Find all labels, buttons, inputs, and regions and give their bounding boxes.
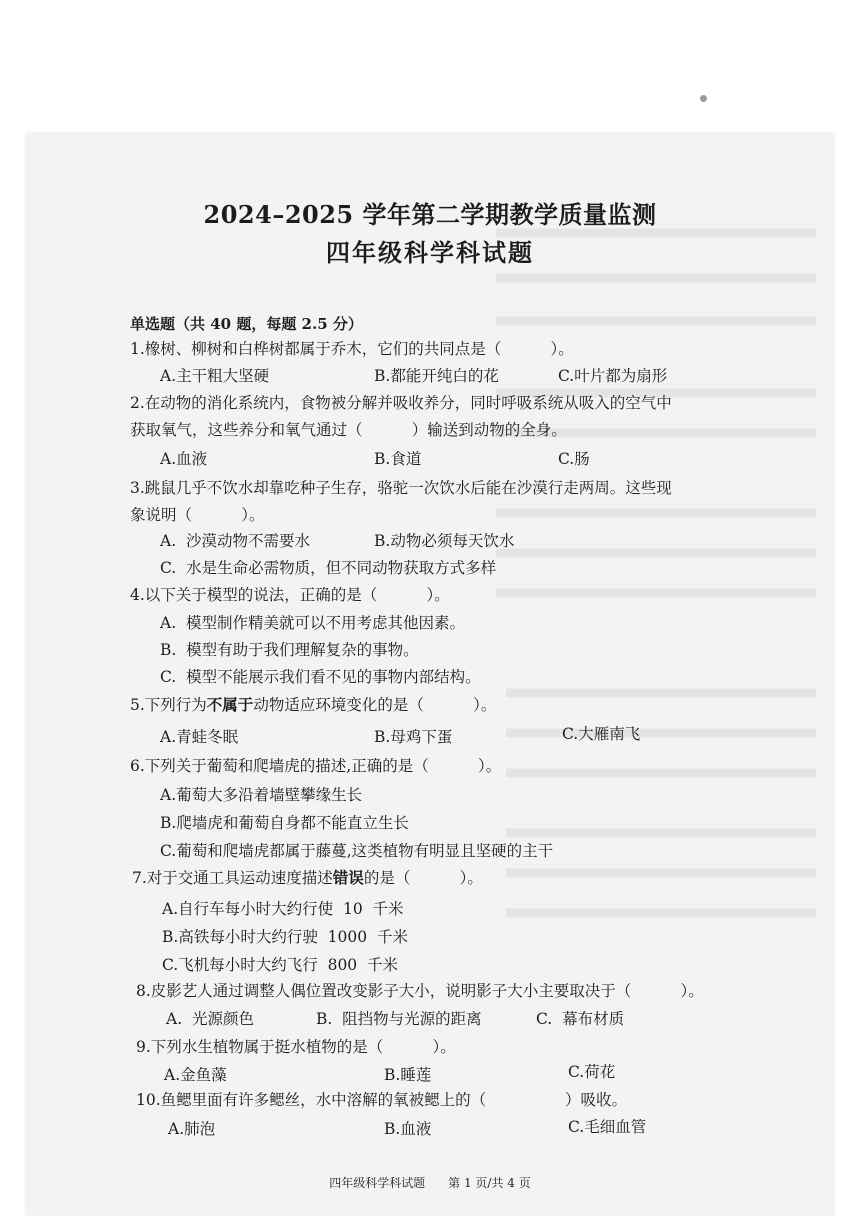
- question-7-stem-prefix: 7.对于交通工具运动速度描述: [132, 869, 333, 887]
- question-10-option-b: B.血液: [384, 1120, 432, 1138]
- question-7-stem-suffix: 的是（ ）。: [363, 869, 483, 887]
- exam-subtitle: 四年级科学科试题: [326, 238, 534, 267]
- question-4-option-a: A. 模型制作精美就可以不用考虑其他因素。: [160, 614, 465, 632]
- question-7-option-c: C.飞机每小时大约飞行 800 千米: [162, 956, 399, 974]
- question-5-option-a: A.青蛙冬眠: [160, 728, 239, 746]
- question-9-option-b: B.睡莲: [384, 1066, 432, 1084]
- question-6-option-a: A.葡萄大多沿着墙壁攀缘生长: [160, 786, 363, 804]
- exam-title: 2024–2025 学年第二学期教学质量监测: [203, 200, 657, 229]
- page-footer: 四年级科学科试题 第 1 页/共 4 页: [329, 1176, 531, 1190]
- question-1-stem: 1.橡树、柳树和白桦树都属于乔木，它们的共同点是（ ）。: [130, 340, 574, 358]
- question-9-stem: 9.下列水生植物属于挺水植物的是（ ）。: [136, 1038, 456, 1056]
- question-2-option-c: C.肠: [558, 450, 590, 468]
- question-3-option-a: A. 沙漠动物不需要水: [160, 532, 310, 550]
- question-4-option-c: C. 模型不能展示我们看不见的事物内部结构。: [160, 668, 481, 686]
- question-10-option-c: C.毛细血管: [568, 1118, 647, 1136]
- question-6-option-c: C.葡萄和爬墙虎都属于藤蔓,这类植物有明显且坚硬的主干: [160, 842, 554, 860]
- question-7-option-a: A.自行车每小时大约行使 10 千米: [162, 900, 404, 918]
- question-2-stem-line-1: 2.在动物的消化系统内，食物被分解并吸收养分，同时呼吸系统从吸入的空气中: [130, 394, 672, 412]
- question-5-option-c: C.大雁南飞: [562, 725, 641, 743]
- question-3-stem-line-1: 3.跳鼠几乎不饮水却靠吃种子生存，骆驼一次饮水后能在沙漠行走两周。这些现: [130, 479, 672, 497]
- question-5-stem-prefix: 5.下列行为: [130, 696, 207, 714]
- question-7-stem: [132, 868, 483, 888]
- question-2-option-a: A.血液: [160, 450, 208, 468]
- question-5-stem: [130, 695, 496, 715]
- question-1-option-a: A.主干粗大坚硬: [160, 367, 270, 385]
- question-4-stem: 4.以下关于模型的说法，正确的是（ ）。: [130, 586, 450, 604]
- question-3-option-b: B.动物必须每天饮水: [374, 532, 515, 550]
- question-8-option-c: C. 幕布材质: [536, 1010, 625, 1028]
- question-6-option-b: B.爬墙虎和葡萄自身都不能直立生长: [160, 814, 409, 832]
- section-heading: 单选题（共 40 题，每题 2.5 分）: [130, 315, 363, 333]
- question-5-stem-suffix: 动物适应环境变化的是（ ）。: [253, 696, 497, 714]
- question-6-stem: 6.下列关于葡萄和爬墙虎的描述,正确的是（ ）。: [130, 757, 502, 775]
- question-5-emphasis: 不属于: [206, 695, 254, 714]
- question-2-option-b: B.食道: [374, 450, 422, 468]
- question-3-option-c: C. 水是生命必需物质，但不同动物获取方式多样: [160, 559, 497, 577]
- scan-speck: [700, 95, 707, 102]
- question-8-option-b: B. 阻挡物与光源的距离: [316, 1010, 482, 1028]
- question-9-option-c: C.荷花: [568, 1063, 616, 1081]
- question-2-stem-line-2: 获取氧气，这些养分和氧气通过（ ）输送到动物的全身。: [130, 421, 567, 439]
- question-3-stem-line-2: 象说明（ ）。: [130, 506, 265, 524]
- question-9-option-a: A.金鱼藻: [164, 1066, 227, 1084]
- question-8-option-a: A. 光源颜色: [166, 1010, 254, 1028]
- question-10-option-a: A.肺泡: [168, 1120, 216, 1138]
- question-1-option-c: C.叶片都为扇形: [558, 367, 668, 385]
- question-7-option-b: B.高铁每小时大约行驶 1000 千米: [162, 928, 408, 946]
- question-8-stem: 8.皮影艺人通过调整人偶位置改变影子大小，说明影子大小主要取决于（ ）。: [136, 982, 704, 1000]
- question-1-option-b: B.都能开纯白的花: [374, 367, 499, 385]
- question-5-option-b: B.母鸡下蛋: [374, 728, 453, 746]
- exam-page: [26, 133, 834, 1216]
- question-4-option-b: B. 模型有助于我们理解复杂的事物。: [160, 641, 419, 659]
- question-7-emphasis: 错误: [332, 868, 364, 887]
- question-10-stem: 10.鱼鳃里面有许多鳃丝，水中溶解的氧被鳃上的（ ）吸收。: [136, 1091, 627, 1109]
